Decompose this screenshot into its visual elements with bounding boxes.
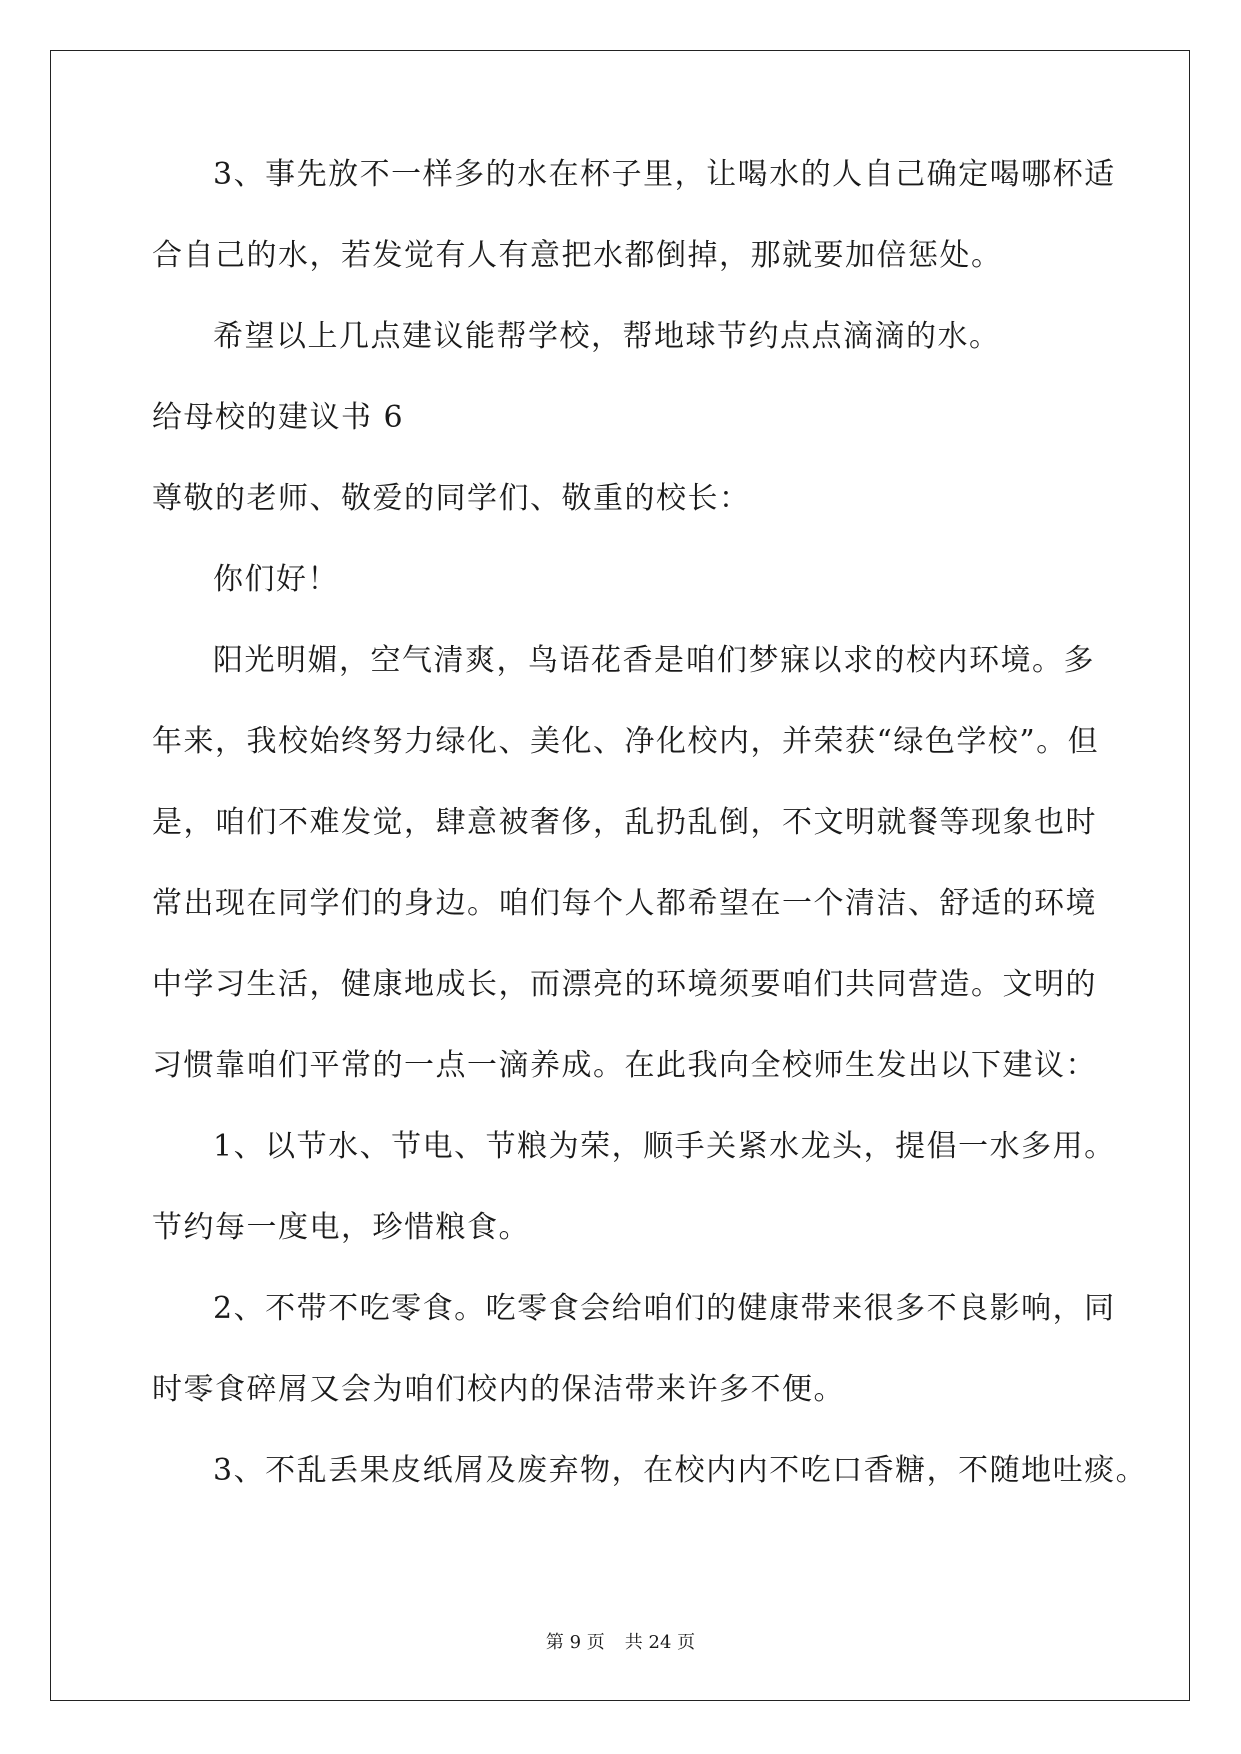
paragraph-line: 3、事先放不一样多的水在杯子里，让喝水的人自己确定喝哪杯适 xyxy=(213,157,1116,192)
paragraph-line: 合自己的水，若发觉有人有意把水都倒掉，那就要加倍惩处。 xyxy=(152,238,1003,273)
current-page-label: 第 9 页 xyxy=(545,1632,605,1653)
document-body xyxy=(152,157,1148,1537)
section-heading: 给母校的建议书 6 xyxy=(152,400,405,435)
salutation: 尊敬的老师、敬爱的同学们、敬重的校长： xyxy=(152,481,751,516)
paragraph-line: 节约每一度电，珍惜粮食。 xyxy=(152,1210,530,1245)
paragraph-line: 中学习生活，健康地成长，而漂亮的环境须要咱们共同营造。文明的 xyxy=(152,967,1097,1002)
paragraph-line: 常出现在同学们的身边。咱们每个人都希望在一个清洁、舒适的环境 xyxy=(152,886,1097,921)
paragraph-line: 2、不带不吃零食。吃零食会给咱们的健康带来很多不良影响，同 xyxy=(213,1291,1116,1326)
paragraph-line: 是，咱们不难发觉，肆意被奢侈，乱扔乱倒，不文明就餐等现象也时 xyxy=(152,805,1097,840)
paragraph-line: 时零食碎屑又会为咱们校内的保洁带来许多不便。 xyxy=(152,1372,845,1407)
paragraph-line: 习惯靠咱们平常的一点一滴养成。在此我向全校师生发出以下建议： xyxy=(152,1048,1097,1083)
paragraph-line: 阳光明媚，空气清爽，鸟语花香是咱们梦寐以求的校内环境。多 xyxy=(213,643,1095,678)
total-pages-label: 共 24 页 xyxy=(624,1632,696,1653)
paragraph-line: 1、以节水、节电、节粮为荣，顺手关紧水龙头，提倡一水多用。 xyxy=(213,1129,1116,1164)
paragraph-line: 年来，我校始终努力绿化、美化、净化校内，并荣获“绿色学校”。但 xyxy=(152,724,1100,759)
paragraph-line: 3、不乱丢果皮纸屑及废弃物，在校内内不吃口香糖，不随地吐痰。 xyxy=(213,1453,1148,1488)
page-footer xyxy=(0,1628,1241,1654)
greeting: 你们好！ xyxy=(213,562,339,597)
paragraph-line: 希望以上几点建议能帮学校，帮地球节约点点滴滴的水。 xyxy=(213,319,1001,354)
